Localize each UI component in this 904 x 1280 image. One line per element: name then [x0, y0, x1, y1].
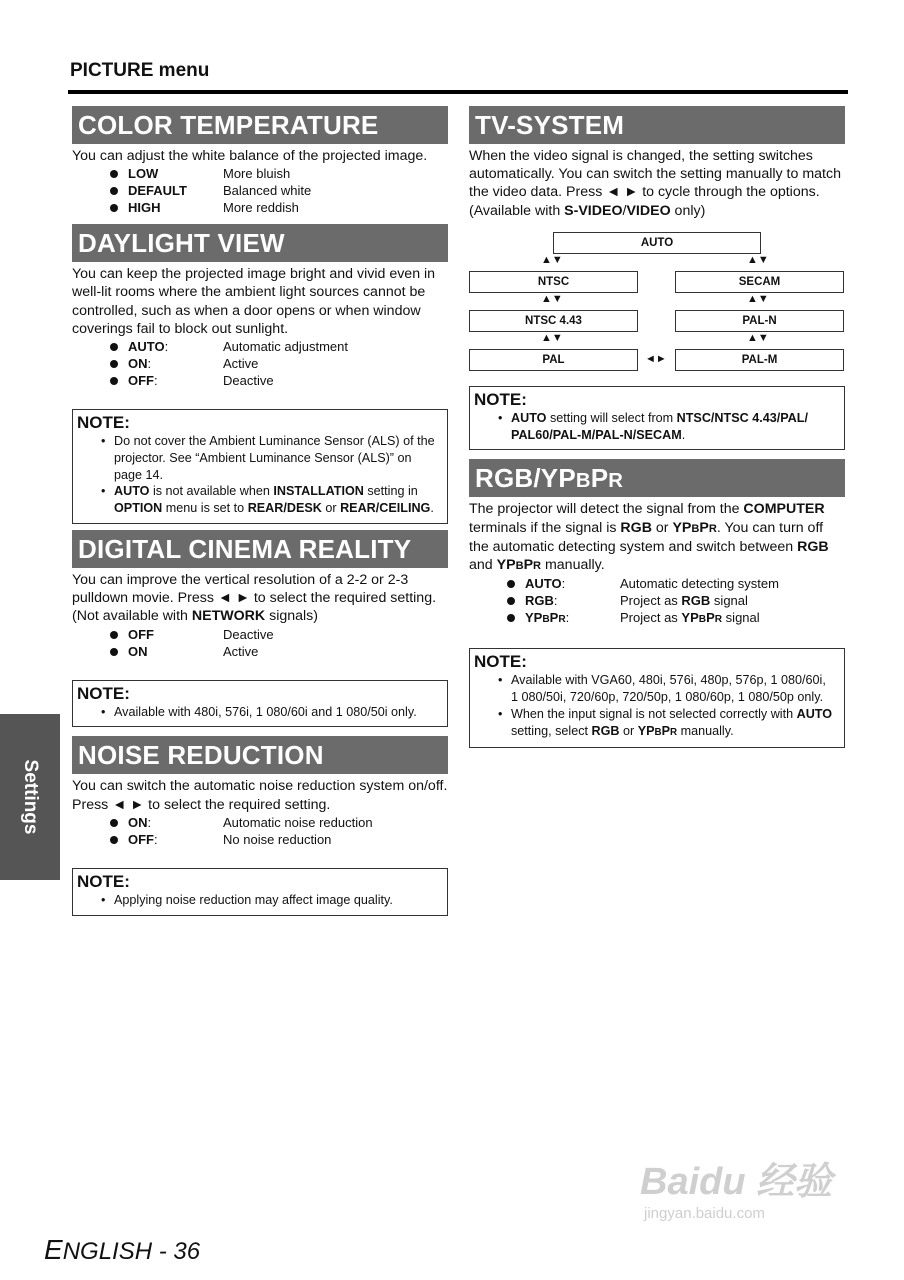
option-value: More bluish — [223, 166, 291, 182]
option-value: Project as YPBPR signal — [620, 610, 760, 626]
diagram-box-palm: PAL-M — [675, 349, 844, 371]
settings-side-tab — [0, 714, 60, 880]
page-title: PICTURE menu — [70, 60, 210, 81]
note-heading: NOTE: — [474, 652, 527, 672]
rgb-note — [469, 648, 845, 748]
option-value: Automatic detecting system — [620, 576, 779, 592]
option-item — [108, 182, 448, 199]
tv-system-note — [469, 386, 845, 451]
option-value: More reddish — [223, 200, 299, 216]
note-item: • AUTO setting will select from NTSC/NTSC 4.43/PAL/ PAL60/PAL-M/PAL-N/SECAM. — [498, 410, 836, 444]
option-label: LOW — [128, 166, 159, 182]
option-label: OFF — [128, 626, 154, 642]
option-value: Automatic adjustment — [223, 339, 349, 355]
option-item: RGB: Project as RGB signal — [505, 592, 845, 609]
option-item: ON: Automatic noise reduction — [108, 814, 448, 831]
tv-system-diagram — [469, 232, 845, 378]
side-tab-label: Settings — [20, 759, 41, 835]
option-label: ON — [128, 356, 148, 372]
option-label: AUTO — [525, 576, 562, 592]
noise-reduction-options — [108, 814, 448, 848]
option-value: Deactive — [223, 373, 274, 389]
up-down-arrow-icon: ▲▼ — [541, 292, 563, 305]
note-item: • Available with VGA60, 480i, 576i, 480p, 576p, 1 080/60i, 1 080/50i, 720/60p, 720/50p, 1 080/60p, 1 080/50p only. — [498, 672, 836, 706]
diagram-box-paln: PAL-N — [675, 310, 844, 332]
left-right-arrow-icon: ◄► — [645, 352, 667, 365]
note-item: • When the input signal is not selected correctly with AUTO setting, select RGB or YPBPR manually. — [498, 706, 836, 742]
right-column — [469, 106, 845, 748]
diagram-box-pal: PAL — [469, 349, 638, 371]
option-label: AUTO — [128, 339, 165, 355]
option-item: OFF: No noise reduction — [108, 831, 448, 848]
watermark-url: jingyan.baidu.com — [644, 1205, 765, 1222]
option-item — [108, 199, 448, 216]
left-column — [72, 106, 448, 916]
option-label: ON — [128, 643, 148, 659]
up-down-arrow-icon: ▲▼ — [747, 331, 769, 344]
up-down-arrow-icon: ▲▼ — [747, 253, 769, 266]
option-label: OFF — [128, 831, 154, 847]
option-label: OFF — [128, 373, 154, 389]
option-value: No noise reduction — [223, 831, 332, 847]
note-item: • AUTO is not available when INSTALLATION setting in OPTION menu is set to REAR/DESK or REAR/CEILING. — [101, 483, 439, 517]
note-item: • Do not cover the Ambient Luminance Sensor (ALS) of the projector. See “Ambient Luminance Sensor (ALS)” on page 14. — [101, 433, 439, 483]
digital-cinema-note — [72, 680, 448, 728]
option-label: HIGH — [128, 200, 161, 216]
daylight-view-body: You can keep the projected image bright and vivid even in well-lit rooms where the ambient light sources cannot be controlled, such as when a door opens or when window coverings fail to block out sunlight. — [72, 266, 436, 337]
noise-reduction-body: You can switch the automatic noise reduction system on/off. Press ◄ ► to select the required setting. — [72, 778, 448, 813]
note-item: • Applying noise reduction may affect image quality. — [101, 892, 439, 909]
color-temperature-heading: COLOR TEMPERATURE — [72, 106, 448, 144]
option-item: ON: Active — [108, 355, 448, 372]
noise-reduction-note — [72, 868, 448, 916]
note-heading: NOTE: — [77, 413, 130, 433]
option-item — [108, 626, 448, 643]
option-value: Deactive — [223, 626, 274, 642]
option-item: YPBPR: Project as YPBPR signal — [505, 609, 845, 628]
option-label: YPBPR — [525, 610, 566, 626]
option-value: Balanced white — [223, 183, 312, 199]
up-down-arrow-icon: ▲▼ — [541, 253, 563, 266]
option-label: DEFAULT — [128, 183, 187, 199]
rgb-options — [505, 575, 845, 628]
title-rule — [68, 90, 848, 94]
option-item — [108, 643, 448, 660]
watermark-logo: Baidu 经验 — [640, 1161, 833, 1203]
option-value: Project as RGB signal — [620, 593, 748, 609]
tv-system-body: When the video signal is changed, the setting switches automatically. You can switch the setting manually to match the video data. Press ◄ ► to cycle through the options. (Available with S-VIDEO/VIDEO only) — [469, 148, 841, 219]
note-item: • Available with 480i, 576i, 1 080/60i and 1 080/50i only. — [101, 704, 439, 721]
rgb-body: The projector will detect the signal from the COMPUTER terminals if the signal is RGB or YPBPR. You can turn off the automatic detecting system and switch between RGB and YPBPR manually. — [469, 501, 829, 574]
option-item: AUTO: Automatic adjustment — [108, 338, 448, 355]
note-heading: NOTE: — [77, 683, 130, 703]
note-heading: NOTE: — [474, 389, 527, 409]
option-label: RGB — [525, 593, 554, 609]
digital-cinema-options — [108, 626, 448, 660]
tv-system-heading: TV-SYSTEM — [469, 106, 845, 144]
baidu-watermark — [640, 1150, 850, 1250]
daylight-view-note — [72, 409, 448, 524]
note-heading: NOTE: — [77, 871, 130, 891]
diagram-box-secam: SECAM — [675, 271, 844, 293]
color-temperature-body: You can adjust the white balance of the projected image. — [72, 148, 428, 164]
color-temperature-options — [108, 165, 448, 216]
page-footer: ENGLISH - 36 — [44, 1234, 201, 1265]
diagram-box-ntsc: NTSC — [469, 271, 638, 293]
option-value: Automatic noise reduction — [223, 814, 373, 830]
diagram-box-ntsc443: NTSC 4.43 — [469, 310, 638, 332]
option-value: Active — [223, 643, 259, 659]
daylight-view-heading: DAYLIGHT VIEW — [72, 224, 448, 262]
digital-cinema-heading: DIGITAL CINEMA REALITY — [72, 530, 448, 568]
up-down-arrow-icon: ▲▼ — [747, 292, 769, 305]
option-item — [108, 165, 448, 182]
daylight-view-options — [108, 338, 448, 389]
rgb-heading: RGB/YPBPR — [469, 459, 845, 497]
option-value: Active — [223, 356, 259, 372]
option-label: ON — [128, 814, 148, 830]
noise-reduction-heading: NOISE REDUCTION — [72, 736, 448, 774]
option-item: OFF: Deactive — [108, 372, 448, 389]
digital-cinema-body: You can improve the vertical resolution of a 2-2 or 2-3 pulldown movie. Press ◄ ► to select the required setting. (Not available with NETWORK signals) — [72, 572, 437, 625]
diagram-box-auto: AUTO — [553, 232, 761, 254]
option-item: AUTO: Automatic detecting system — [505, 575, 845, 592]
up-down-arrow-icon: ▲▼ — [541, 331, 563, 344]
